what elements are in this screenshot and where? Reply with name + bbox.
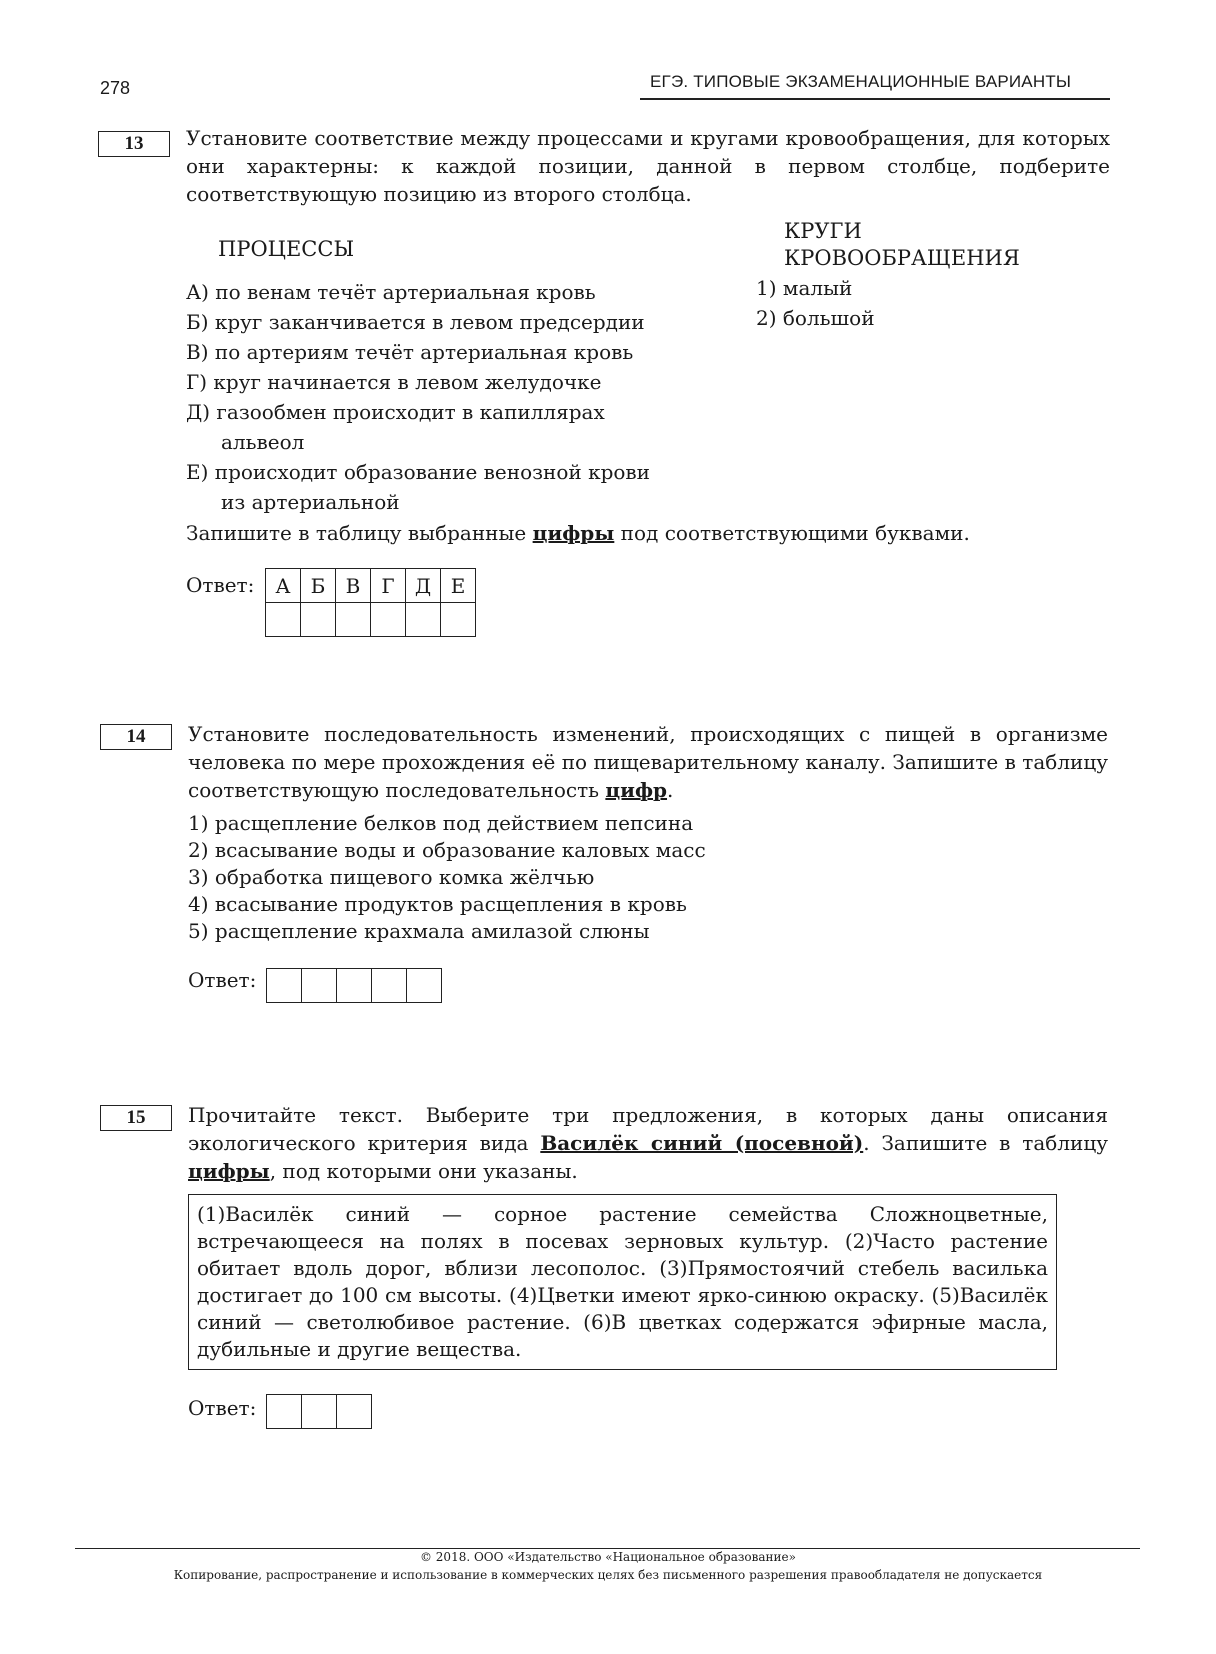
circles-header — [784, 218, 1020, 272]
question-15-number: 15 — [100, 1105, 172, 1131]
letter-cell: А — [266, 569, 301, 603]
circle-item: 2) большой — [756, 306, 875, 330]
question-13-prompt: Установите соответствие между процессами и кругами кровообращения, для которых они характерны: к каждой позиции, данной в первом столбце, подберите соответствующую позицию из второго столбца. — [186, 126, 1110, 206]
answer-table-13 — [265, 568, 476, 637]
page-number: 278 — [100, 78, 131, 98]
sequence-item: 2) всасывание воды и образование каловых масс — [188, 838, 706, 862]
question-14-prompt-end: . — [667, 778, 674, 802]
question-15-prompt-end: , под которыми они указаны. — [269, 1159, 578, 1183]
answer-cell[interactable] — [337, 969, 372, 1003]
question-14-text — [188, 720, 1108, 804]
answer-cell[interactable] — [336, 603, 371, 637]
process-item-cont: из артериальной — [221, 490, 400, 514]
answer-table-14 — [266, 968, 442, 1003]
question-14-number: 14 — [100, 724, 172, 750]
question-14-prompt: Установите последовательность изменений, происходящих с пищей в организме человека по мере прохождения её по пищеварительному каналу. Запишите в таблицу соответствующую последовательность — [188, 722, 1108, 802]
answer-cell[interactable] — [267, 1395, 302, 1429]
running-title: ЕГЭ. ТИПОВЫЕ ЭКЗАМЕНАЦИОННЫЕ ВАРИАНТЫ — [650, 72, 1072, 91]
instruction-text: Запишите в таблицу выбранные — [186, 521, 533, 545]
answer-cell[interactable] — [267, 969, 302, 1003]
letter-cell: Г — [371, 569, 406, 603]
answer-label-15: Ответ: — [188, 1396, 257, 1420]
sequence-item: 4) всасывание продуктов расщепления в кровь — [188, 892, 687, 916]
answer-table-15 — [266, 1394, 372, 1429]
process-item: А) по венам течёт артериальная кровь — [186, 280, 596, 304]
sequence-item: 3) обработка пищевого комка жёлчью — [188, 865, 595, 889]
question-14-emphasis: цифр — [605, 778, 668, 802]
answer-cell[interactable] — [266, 603, 301, 637]
answer-cell[interactable] — [371, 603, 406, 637]
footer-notice: Копирование, распространение и использование в коммерческих целях без письменного разрешения правообладателя не допускается — [173, 1568, 1043, 1582]
passage-box — [188, 1194, 1057, 1370]
question-15-emphasis: цифры — [188, 1159, 270, 1183]
processes-header: ПРОЦЕССЫ — [218, 237, 355, 261]
question-13-number: 13 — [98, 131, 170, 157]
footer-copyright: © 2018. ООО «Издательство «Национальное образование» — [419, 1550, 796, 1564]
letter-cell: Б — [301, 569, 336, 603]
sequence-item: 5) расщепление крахмала амилазой слюны — [188, 919, 650, 943]
answer-cell[interactable] — [301, 603, 336, 637]
answer-cell[interactable] — [406, 603, 441, 637]
question-13-instruction — [186, 519, 1110, 547]
footer-rule — [75, 1548, 1140, 1549]
instruction-emphasis: цифры — [532, 521, 615, 545]
circle-item: 1) малый — [756, 276, 853, 300]
species-name: Василёк синий (посевной) — [540, 1131, 864, 1155]
answer-label-14: Ответ: — [188, 968, 257, 992]
process-item: Г) круг начинается в левом желудочке — [186, 370, 602, 394]
answer-cell[interactable] — [441, 603, 476, 637]
process-item: Б) круг заканчивается в левом предсердии — [186, 310, 645, 334]
answer-cell[interactable] — [302, 969, 337, 1003]
letter-cell: Д — [406, 569, 441, 603]
sequence-item: 1) расщепление белков под действием пепсина — [188, 811, 694, 835]
answer-cell[interactable] — [337, 1395, 372, 1429]
letter-cell: В — [336, 569, 371, 603]
process-item: Е) происходит образование венозной крови — [186, 460, 651, 484]
question-15-prompt-mid: . Запишите в таблицу — [863, 1131, 1108, 1155]
passage-text: (1)Василёк синий — сорное растение семейства Сложноцветные, встречающееся на полях в посевах зерновых культур. (2)Часто растение обитает вдоль дорог, вблизи лесополос. (3)Прямостоячий стебель василька достигает до 100 см высоты. (4)Цветки имеют ярко-синюю окраску. (5)Василёк синий — светолюбивое растение. (6)В цветках содержатся эфирные масла, дубильные и другие вещества. — [197, 1202, 1048, 1361]
process-item: В) по артериям течёт артериальная кровь — [186, 340, 634, 364]
answer-cell[interactable] — [407, 969, 442, 1003]
answer-cell[interactable] — [302, 1395, 337, 1429]
answer-cell[interactable] — [372, 969, 407, 1003]
processes-list — [186, 277, 726, 517]
letter-cell: Е — [441, 569, 476, 603]
instruction-text-end: под соответствующими буквами. — [614, 521, 970, 545]
process-item-cont: альвеол — [221, 430, 305, 454]
header-rule — [640, 98, 1110, 100]
process-item: Д) газообмен происходит в капиллярах — [186, 400, 605, 424]
question-15-prompt: Прочитайте текст. Выберите три предложения, в которых даны описания экологического критерия вида — [188, 1103, 1108, 1155]
question-13-text — [186, 124, 1110, 208]
circles-header-line2: КРОВООБРАЩЕНИЯ — [784, 246, 1020, 270]
question-15-text — [188, 1101, 1108, 1185]
circles-list — [756, 273, 875, 333]
circles-header-line1: КРУГИ — [784, 219, 862, 243]
sequence-list — [188, 810, 706, 945]
answer-label-13: Ответ: — [186, 573, 255, 597]
